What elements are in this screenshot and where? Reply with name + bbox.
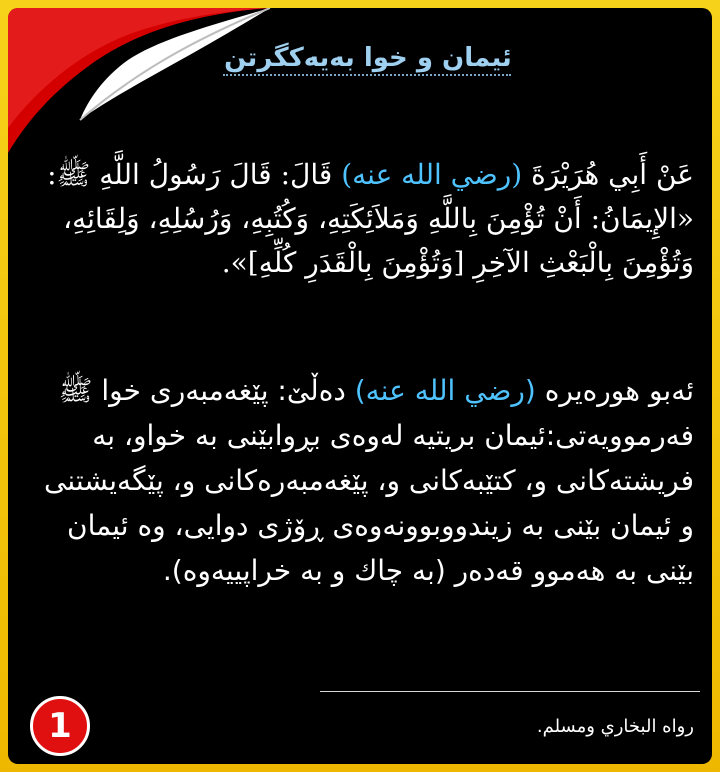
hadith-body: «الإِيمَانُ: أَنْ تُؤْمِنَ بِاللَّهِ وَمَلاَئِكَتِهِ، وَكُتُبِهِ، وَرُسُلِهِ، وَلِقَائِهِ، وَتُؤْمِنَ بِالْبَعْثِ الآخِرِ [وَتُؤْمِنَ بِالْقَدَرِ كُلِّهِ]». — [63, 202, 694, 279]
hadith-honorific: (رضي الله عنه) — [341, 158, 523, 191]
page-curl-icon — [8, 8, 278, 158]
hadith-card — [8, 8, 712, 764]
translation-narrator: ئەبو هورەیرە — [544, 374, 694, 407]
kurdish-translation — [28, 368, 694, 593]
hadith-arabic-text — [28, 153, 694, 285]
translation-body: دەڵێ: پێغەمبەری خوا ﷺ فەرموویەتی:ئیمان بریتیە لەوەی بڕوابێنی بە خواو، بە فریشتەكانی و، كتێبەكانی و، پێغەمبەرەكانی و، پێگەیشتنی و ئیمان بێنی بە زیندووبوونەوەی ڕۆژی دوایی، وە ئیمان بێنی بە هەموو قەدەر (بە چاك و بە خراپییەوە). — [44, 374, 694, 587]
translation-honorific: (رضي الله عنه) — [354, 374, 536, 407]
hadith-intro-narrator: عَنْ أَبِي هُرَيْرَةَ — [531, 158, 694, 191]
source-divider — [320, 691, 700, 692]
title-underline — [223, 74, 511, 76]
hadith-intro-said: قَالَ: قَالَ رَسُولُ اللَّهِ ﷺ: — [47, 158, 333, 191]
hadith-source: رواه البخاري ومسلم. — [536, 716, 694, 737]
number-badge: 1 — [30, 696, 90, 756]
page-title: ئیمان و خوا بەیەكگرتن — [224, 43, 512, 73]
